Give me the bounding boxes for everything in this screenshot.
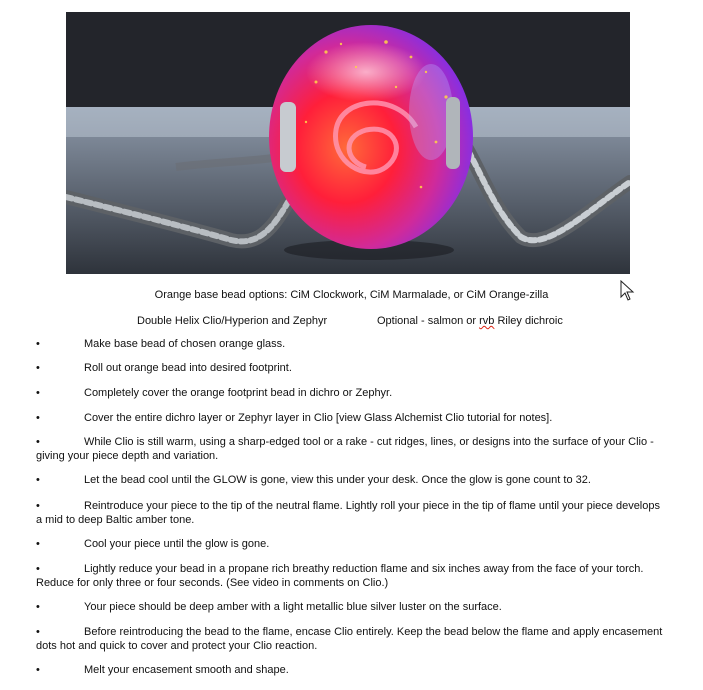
step-text: Before reintroducing the bead to the flame, encase Clio entirely. Keep the bead below the flame and apply encasement dots hot and quick to cover and protect your Clio reaction. [36, 626, 663, 652]
bead-photo [66, 12, 630, 274]
step-text: Your piece should be deep amber with a light metallic blue silver luster on the surface. [84, 601, 502, 613]
bullet-icon: • [36, 664, 40, 676]
list-item [36, 601, 664, 615]
bullet-icon: • [36, 474, 40, 486]
caption-base-options: Orange base bead options: CiM Clockwork, CiM Marmalade, or CiM Orange-zilla [154, 289, 549, 301]
glass-bead-image [66, 12, 630, 274]
list-item [36, 387, 664, 401]
bullet-icon: • [36, 601, 40, 613]
step-text: Let the bead cool until the GLOW is gone, view this under your desk. Once the glow is gone count to 32. [84, 474, 591, 486]
step-text: Make base bead of chosen orange glass. [84, 338, 286, 350]
caption-optional-prefix: Optional - salmon or [377, 315, 480, 327]
misspelled-word: rvb [479, 315, 495, 327]
list-item [36, 412, 664, 426]
bullet-icon: • [36, 362, 40, 374]
step-text: While Clio is still warm, using a sharp-edged tool or a rake - cut ridges, lines, or designs into the surface of your Clio - giving your piece depth and variation. [36, 436, 654, 462]
list-item [36, 338, 664, 352]
step-text: Cool your piece until the glow is gone. [84, 538, 270, 550]
list-item [36, 474, 664, 488]
step-text: Completely cover the orange footprint bead in dichro or Zephyr. [84, 387, 393, 399]
bullet-icon: • [36, 626, 40, 638]
bullet-icon: • [36, 436, 40, 448]
list-item [36, 538, 664, 552]
bullet-icon: • [36, 500, 40, 512]
bullet-icon: • [36, 563, 40, 575]
list-item [36, 563, 664, 590]
bullet-icon: • [36, 538, 40, 550]
bullet-icon: • [36, 412, 40, 424]
step-text: Cover the entire dichro layer or Zephyr layer in Clio [view Glass Alchemist Clio tutorial for notes]. [84, 412, 553, 424]
bullet-icon: • [36, 387, 40, 399]
list-item [36, 500, 664, 527]
mouse-pointer-icon [620, 280, 636, 302]
caption-glass-types: Double Helix Clio/Hyperion and Zephyr [137, 315, 328, 327]
list-item [36, 436, 664, 463]
step-text: Reintroduce your piece to the tip of the neutral flame. Lightly roll your piece in the tip of flame until your piece develops a mid to deep Baltic amber tone. [36, 500, 660, 526]
caption-optional [377, 314, 563, 328]
step-text: Melt your encasement smooth and shape. [84, 664, 289, 676]
list-item [36, 664, 664, 678]
list-item [36, 626, 664, 653]
list-item [36, 362, 664, 376]
step-text: Roll out orange bead into desired footprint. [84, 362, 292, 374]
caption-optional-suffix: Riley dichroic [494, 315, 563, 327]
bullet-icon: • [36, 338, 40, 350]
step-text: Lightly reduce your bead in a propane rich breathy reduction flame and six inches away from the face of your torch. Reduce for only three or four seconds. (See video in comments on Clio.) [36, 563, 644, 589]
